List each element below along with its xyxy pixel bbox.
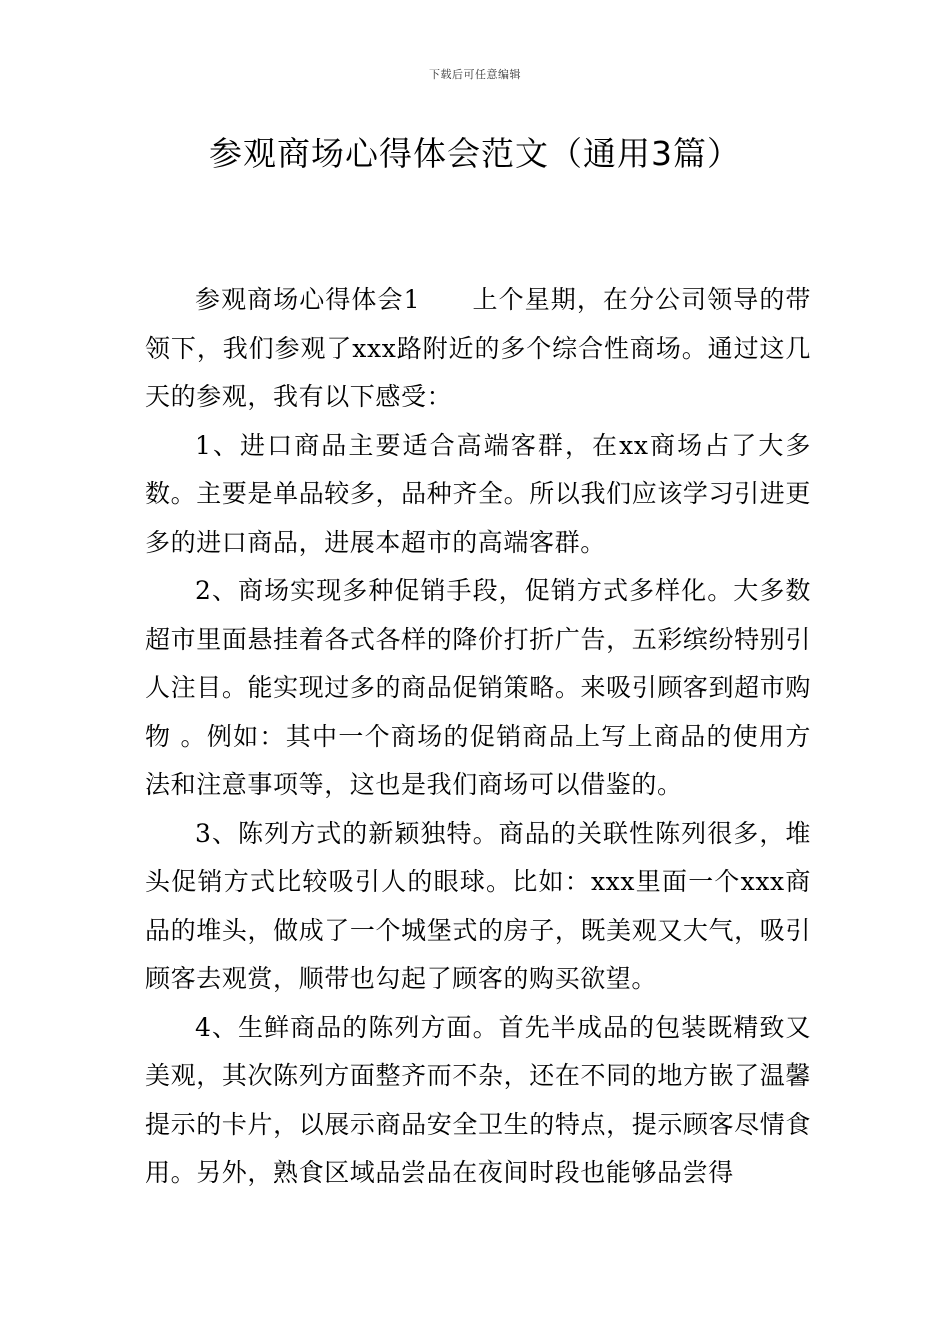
intro-paragraph: [145, 276, 811, 422]
section-heading: 参观商场心得体会1: [195, 285, 421, 314]
body-paragraph-3: 3、陈列方式的新颖独特。商品的关联性陈列很多，堆头促销方式比较吸引人的眼球。比如：xxx里面一个xxx商品的堆头，做成了一个城堡式的房子，既美观又大气，吸引顾客去观赏，顺带也勾起了顾客的购买欲望。: [145, 818, 811, 993]
body-paragraph-1: 1、进口商品主要适合高端客群，在xx商场占了大多数。主要是单品较多，品种齐全。所以我们应该学习引进更多的进口商品，进展本超市的高端客群。: [145, 430, 811, 557]
body-paragraph-4: 4、生鲜商品的陈列方面。首先半成品的包装既精致又美观，其次陈列方面整齐而不杂，还在不同的地方嵌了温馨提示的卡片，以展示商品安全卫生的特点，提示顾客尽情食用。另外，熟食区域品尝品在夜间时段也能够品尝得: [145, 1012, 811, 1187]
body-paragraph-2: 2、商场实现多种促销手段，促销方式多样化。大多数超市里面悬挂着各式各样的降价打折广告，五彩缤纷特别引人注目。能实现过多的商品促销策略。来吸引顾客到超市购物 。例如：其中一个商场的促销商品上写上商品的使用方法和注意事项等，这也是我们商场可以借鉴的。: [145, 576, 811, 799]
intro-text: 上个星期，在分公司领导的带领下，我们参观了xxx路附近的多个综合性商场。通过这几天的参观，我有以下感受：: [145, 285, 811, 411]
document-title: 参观商场心得体会范文（通用3篇）: [209, 134, 741, 173]
document-body: [145, 276, 811, 1198]
header-note: 下载后可任意编辑: [429, 68, 521, 81]
